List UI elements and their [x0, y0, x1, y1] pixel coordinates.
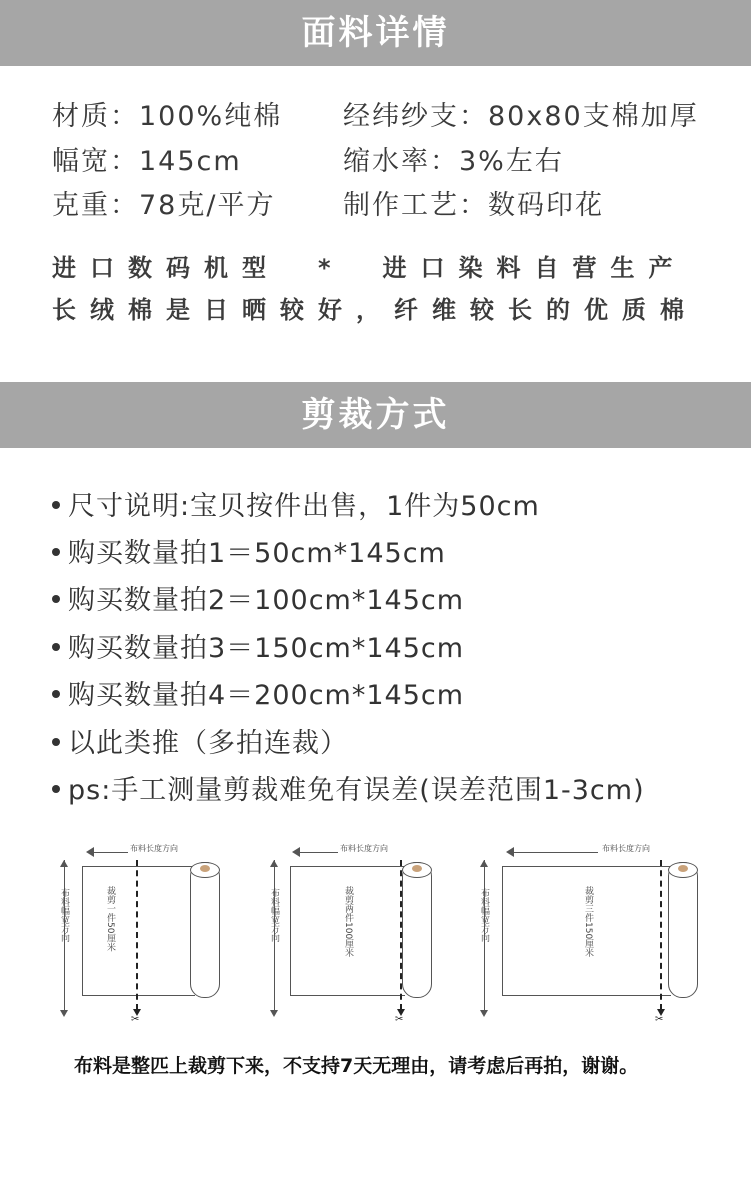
bullet-icon — [52, 643, 60, 651]
length-direction-label: 布料长度方向 — [340, 844, 388, 853]
scissors-icon: ✂ — [395, 1014, 404, 1025]
width-direction-label: 布料幅宽方向 — [479, 888, 489, 942]
roll-top — [402, 862, 432, 878]
length-direction-label: 布料长度方向 — [130, 844, 178, 853]
arrow-down-icon — [270, 1010, 278, 1017]
note-printing: 进口数码机型 * 进口染料自营生产 — [52, 254, 687, 282]
spec-width: 幅宽：145cm — [52, 146, 242, 177]
footer-note: 布料是整匹上裁剪下来，不支持7天无理由，请考虑后再拍，谢谢。 — [74, 1055, 639, 1077]
spec-material: 材质：100%纯棉 — [52, 101, 283, 132]
fabric-details-header: 面料详情 — [0, 0, 751, 66]
scissors-icon: ✂ — [131, 1014, 140, 1025]
length-arrow-line — [512, 852, 598, 853]
cut-size-label: 裁剪三件150厘米 — [583, 886, 593, 958]
roll-core — [200, 865, 210, 872]
cutting-item: 购买数量拍2＝100cm*145cm — [52, 578, 464, 617]
cut-size-label: 裁剪两件100厘米 — [343, 886, 353, 958]
cut-diagram-1 — [52, 840, 232, 1025]
bullet-icon — [52, 501, 60, 509]
cut-diagram-3 — [472, 840, 702, 1025]
bullet-icon — [52, 595, 60, 603]
width-direction-label: 布料幅宽方向 — [59, 888, 69, 942]
fabric-sheet — [82, 866, 195, 996]
cut-diagram-2 — [262, 840, 442, 1025]
cutting-method-header: 剪裁方式 — [0, 382, 751, 448]
scissors-icon: ✂ — [655, 1014, 664, 1025]
bullet-icon — [52, 785, 60, 793]
cutting-item: 购买数量拍4＝200cm*145cm — [52, 673, 464, 712]
length-arrow-line — [298, 852, 338, 853]
cutting-item: 以此类推（多拍连裁） — [52, 721, 348, 760]
cutting-item: 购买数量拍3＝150cm*145cm — [52, 626, 464, 665]
bullet-icon — [52, 548, 60, 556]
cut-line — [136, 860, 138, 1010]
arrow-down-icon — [60, 1010, 68, 1017]
spec-shrinkage: 缩水率：3%左右 — [343, 146, 564, 177]
roll-core — [678, 865, 688, 872]
note-cotton: 长绒棉是日晒较好，纤维较长的优质棉 — [52, 296, 698, 324]
bullet-icon — [52, 738, 60, 746]
length-arrow-line — [92, 852, 128, 853]
cutting-item: 购买数量拍1＝50cm*145cm — [52, 531, 446, 570]
cut-line — [660, 860, 662, 1010]
roll-core — [412, 865, 422, 872]
bullet-icon — [52, 690, 60, 698]
spec-weight: 克重：78克/平方 — [52, 190, 276, 221]
length-direction-label: 布料长度方向 — [602, 844, 650, 853]
cutting-item: 尺寸说明:宝贝按件出售，1件为50cm — [52, 484, 540, 523]
width-direction-label: 布料幅宽方向 — [269, 888, 279, 942]
roll-top — [668, 862, 698, 878]
fabric-roll — [190, 862, 220, 998]
spec-yarn-count: 经纬纱支：80x80支棉加厚 — [343, 101, 699, 132]
cut-size-label: 裁剪一件50厘米 — [105, 886, 115, 952]
roll-top — [190, 862, 220, 878]
arrow-down-icon — [480, 1010, 488, 1017]
fabric-roll — [402, 862, 432, 998]
spec-craft: 制作工艺：数码印花 — [343, 190, 604, 221]
fabric-roll — [668, 862, 698, 998]
cutting-item: ps:手工测量剪裁难免有误差(误差范围1-3cm) — [52, 768, 645, 807]
